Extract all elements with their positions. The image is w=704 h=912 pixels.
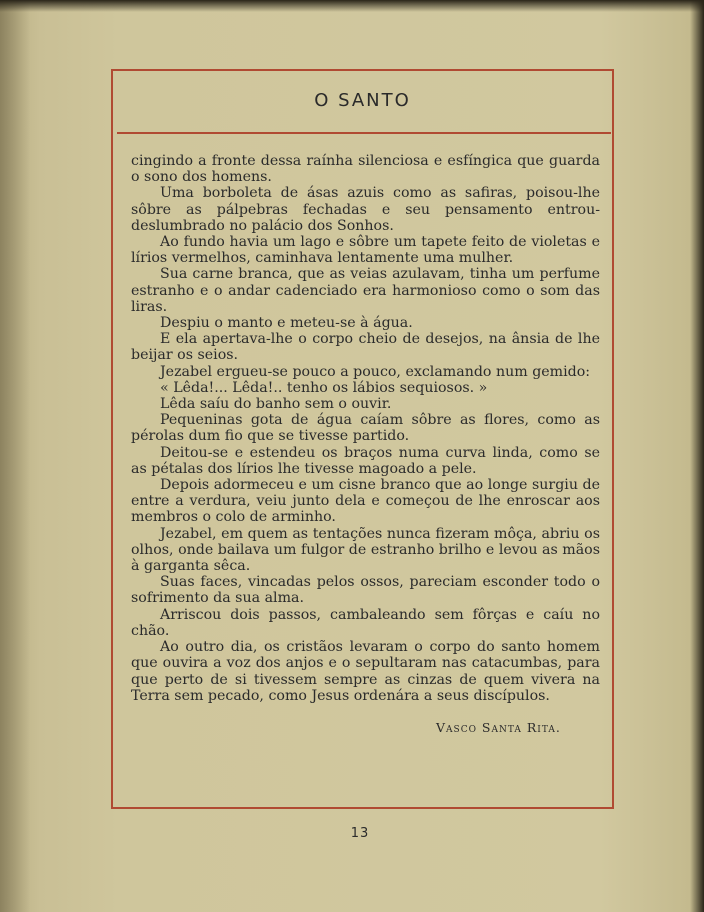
- paragraph: cingindo a fronte dessa raínha silenciosa e esfíngica que guarda o sono dos homens.: [131, 153, 600, 186]
- quoted-exclamation: « Lêda!... Lêda!.. tenho os lábios sequiosos. »: [160, 379, 488, 396]
- paragraph: Suas faces, vincadas pelos ossos, pareciam esconder todo o sofrimento da sua alma.: [131, 574, 600, 607]
- paragraph: Jezabel ergueu-se pouco a pouco, exclamando num gemido:: [160, 363, 591, 380]
- paragraph: Uma borboleta de ásas azuis como as safiras, poisou-lhe sôbre as pálpebras fechadas e seu pensamento entrou-deslumbrado no palácio dos Sonhos.: [131, 185, 600, 234]
- paragraph: Despiu o manto e meteu-se à água.: [160, 315, 413, 332]
- paragraph: Depois adormeceu e um cisne branco que ao longe surgiu de entre a verdura, veiu junto dela e começou de lhe enroscar aos membros o colo de arminho.: [131, 477, 600, 526]
- story-body: [131, 153, 600, 704]
- paragraph: Pequeninas gota de água caíam sôbre as flores, como as pérolas dum fio que se tivesse partido.: [131, 412, 600, 445]
- paragraph: Ao fundo havia um lago e sôbre um tapete feito de violetas e lírios vermelhos, caminhava lentamente uma mulher.: [131, 234, 600, 267]
- title-rule: [117, 132, 611, 134]
- page-title: O SANTO: [314, 90, 411, 111]
- paragraph: Sua carne branca, que as veias azulavam, tinha um perfume estranho e o andar cadenciado era harmonioso como o som das liras.: [131, 266, 600, 315]
- paragraph: Arriscou dois passos, cambaleando sem fôrças e caíu no chão.: [131, 606, 600, 639]
- page-number: 13: [350, 826, 370, 841]
- paragraph: E ela apertava-lhe o corpo cheio de desejos, na ânsia de lhe beijar os seios.: [131, 331, 600, 364]
- author-signature: Vasco Santa Rita.: [436, 720, 561, 735]
- paragraph: Jezabel, em quem as tentações nunca fizeram môça, abriu os olhos, onde bailava um fulgor de estranho brilho e levou as mãos à garganta sêca.: [131, 525, 600, 575]
- page-top-edge: [0, 0, 704, 12]
- paragraph: Deitou-se e estendeu os braços numa curva linda, como se as pétalas dos lírios lhe tivesse magoado a pele.: [131, 444, 600, 477]
- paragraph: Lêda saíu do banho sem o ouvir.: [160, 396, 392, 413]
- paragraph: Ao outro dia, os cristãos levaram o corpo do santo homem que ouvira a voz dos anjos e o sepultaram nas catacumbas, para que perto de si tivessem sempre as cinzas de quem vivera na Terra sem pecado, como Jesus ordenára a seus discípulos.: [131, 639, 600, 704]
